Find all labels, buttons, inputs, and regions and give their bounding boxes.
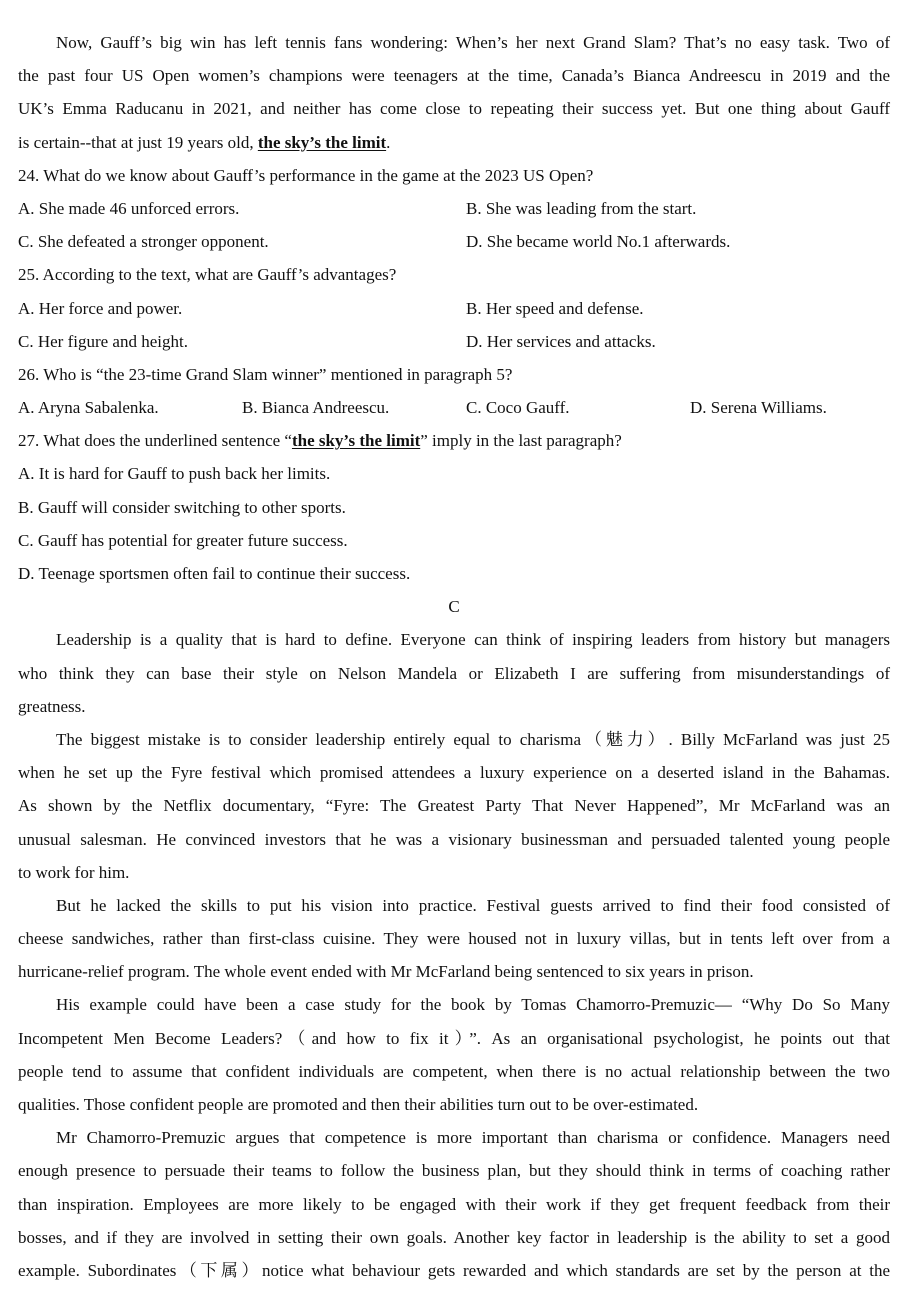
paragraph-line: unusual salesman. He convinced investors that he was a visionary businessman and persuaded talented young people: [18, 829, 890, 849]
paragraph-line: As shown by the Netflix documentary, “Fyre: The Greatest Party That Never Happened”, Mr McFarland was an: [18, 796, 890, 816]
gauff-paragraph-text: is certain--that at just 19 years old,: [18, 132, 258, 152]
gauff-paragraph-last-line: [18, 126, 890, 159]
paragraph-line: Leadership is a quality that is hard to define. Everyone can think of inspiring leaders from history but managers: [56, 630, 890, 650]
question-27-option-c: C. Gauff has potential for greater future success.: [18, 530, 348, 550]
question-27-option-a: A. It is hard for Gauff to push back her limits.: [18, 464, 331, 484]
question-24-stem: 24. What do we know about Gauff’s performance in the game at the 2023 US Open?: [18, 165, 594, 185]
question-24-option-a: A. She made 46 unforced errors.: [18, 198, 240, 218]
paragraph-line: greatness.: [18, 696, 86, 716]
document-page: [18, 26, 890, 1287]
paragraph-line: cheese sandwiches, rather than first-class cuisine. They were housed not in luxury villas, but in tents left over from a: [18, 929, 890, 949]
paragraph-line: who think they can base their style on Nelson Mandela or Elizabeth I are suffering from misunderstandings of: [18, 663, 890, 683]
section-heading: C: [448, 597, 460, 617]
question-25-options-row: [18, 292, 890, 325]
question-26-option-d: D. Serena Williams.: [690, 398, 827, 418]
question-25-option-c: C. Her figure and height.: [18, 331, 188, 351]
question-27-option-d: D. Teenage sportsmen often fail to continue their success.: [18, 564, 411, 583]
paragraph-line: bosses, and if they are involved in setting their own goals. Another key factor in leadership is the ability to set a good: [18, 1227, 890, 1247]
paragraph-line: enough presence to persuade their teams to follow the business plan, but they should think in terms of coaching rather: [18, 1161, 890, 1181]
question-24-option-c: C. She defeated a stronger opponent.: [18, 232, 269, 252]
paragraph-line: But he lacked the skills to put his vision into practice. Festival guests arrived to find their food consisted of: [56, 895, 890, 915]
paragraph-line: than inspiration. Employees are more likely to be engaged with their work if they get frequent feedback from their: [18, 1194, 890, 1214]
paragraph-line: Mr Chamorro-Premuzic argues that competence is more important than charisma or confidence. Managers need: [56, 1128, 890, 1148]
paragraph-line: His example could have been a case study for the book by Tomas Chamorro-Premuzic— “Why Do So Many: [56, 995, 890, 1015]
question-27-option-b: B. Gauff will consider switching to other sports.: [18, 497, 346, 517]
gauff-paragraph-line: Now, Gauff’s big win has left tennis fans wondering: When’s her next Grand Slam? That’s no easy task. Two of: [56, 33, 890, 52]
gauff-paragraph-line: the past four US Open women’s champions were teenagers at the time, Canada’s Bianca Andreescu in 2019 and the: [18, 66, 890, 86]
paragraph-line: to work for him.: [18, 862, 130, 882]
paragraph-line: Incompetent Men Become Leaders?（and how to fix it）”. As an organisational psychologist, he points out that: [18, 1028, 890, 1048]
question-25-stem: 25. According to the text, what are Gauff’s advantages?: [18, 265, 397, 285]
paragraph-line: when he set up the Fyre festival which promised attendees a luxury experience on a deserted island in the Bahamas.: [18, 763, 890, 783]
question-27-stem: [18, 424, 890, 457]
paragraph-line: qualities. Those confident people are promoted and then their abilities turn out to be over-estimated.: [18, 1095, 699, 1114]
question-24-options-row: [18, 225, 890, 258]
question-26-option-a: A. Aryna Sabalenka.: [18, 398, 159, 418]
paragraph-line: The biggest mistake is to consider leadership entirely equal to charisma（魅力）. Billy McFarland was just 25: [56, 729, 890, 749]
question-24-option-d: D. She became world No.1 afterwards.: [466, 232, 731, 252]
question-26-stem: 26. Who is “the 23-time Grand Slam winner” mentioned in paragraph 5?: [18, 364, 513, 384]
question-25-option-a: A. Her force and power.: [18, 298, 183, 318]
underlined-phrase: the sky’s the limit: [257, 132, 387, 152]
question-25-option-d: D. Her services and attacks.: [466, 331, 656, 351]
paragraph-line: hurricane-relief program. The whole event ended with Mr McFarland being sentenced to six years in prison.: [18, 962, 754, 982]
gauff-paragraph-text: .: [386, 132, 391, 152]
paragraph-line: people tend to assume that confident individuals are competent, when there is no actual relationship between the two: [18, 1061, 890, 1081]
question-26-option-b: B. Bianca Andreescu.: [242, 398, 390, 418]
gauff-paragraph-line: UK’s Emma Raducanu in 2021, and neither has come close to repeating their success yet. But one thing about Gauff: [18, 99, 890, 119]
question-26-options-row: [18, 391, 890, 424]
question-24-option-b: B. She was leading from the start.: [466, 198, 697, 218]
question-24-options-row: [18, 192, 890, 225]
underlined-phrase: the sky’s the limit: [291, 431, 421, 451]
question-26-option-c: C. Coco Gauff.: [466, 398, 570, 418]
question-25-options-row: [18, 325, 890, 358]
question-27-stem-text: ” imply in the last paragraph?: [420, 431, 622, 451]
question-27-stem-text: 27. What does the underlined sentence “: [18, 431, 292, 451]
question-25-option-b: B. Her speed and defense.: [466, 298, 644, 318]
paragraph-line: example. Subordinates（下属）notice what behaviour gets rewarded and which standards are set by the person at the: [18, 1260, 890, 1280]
